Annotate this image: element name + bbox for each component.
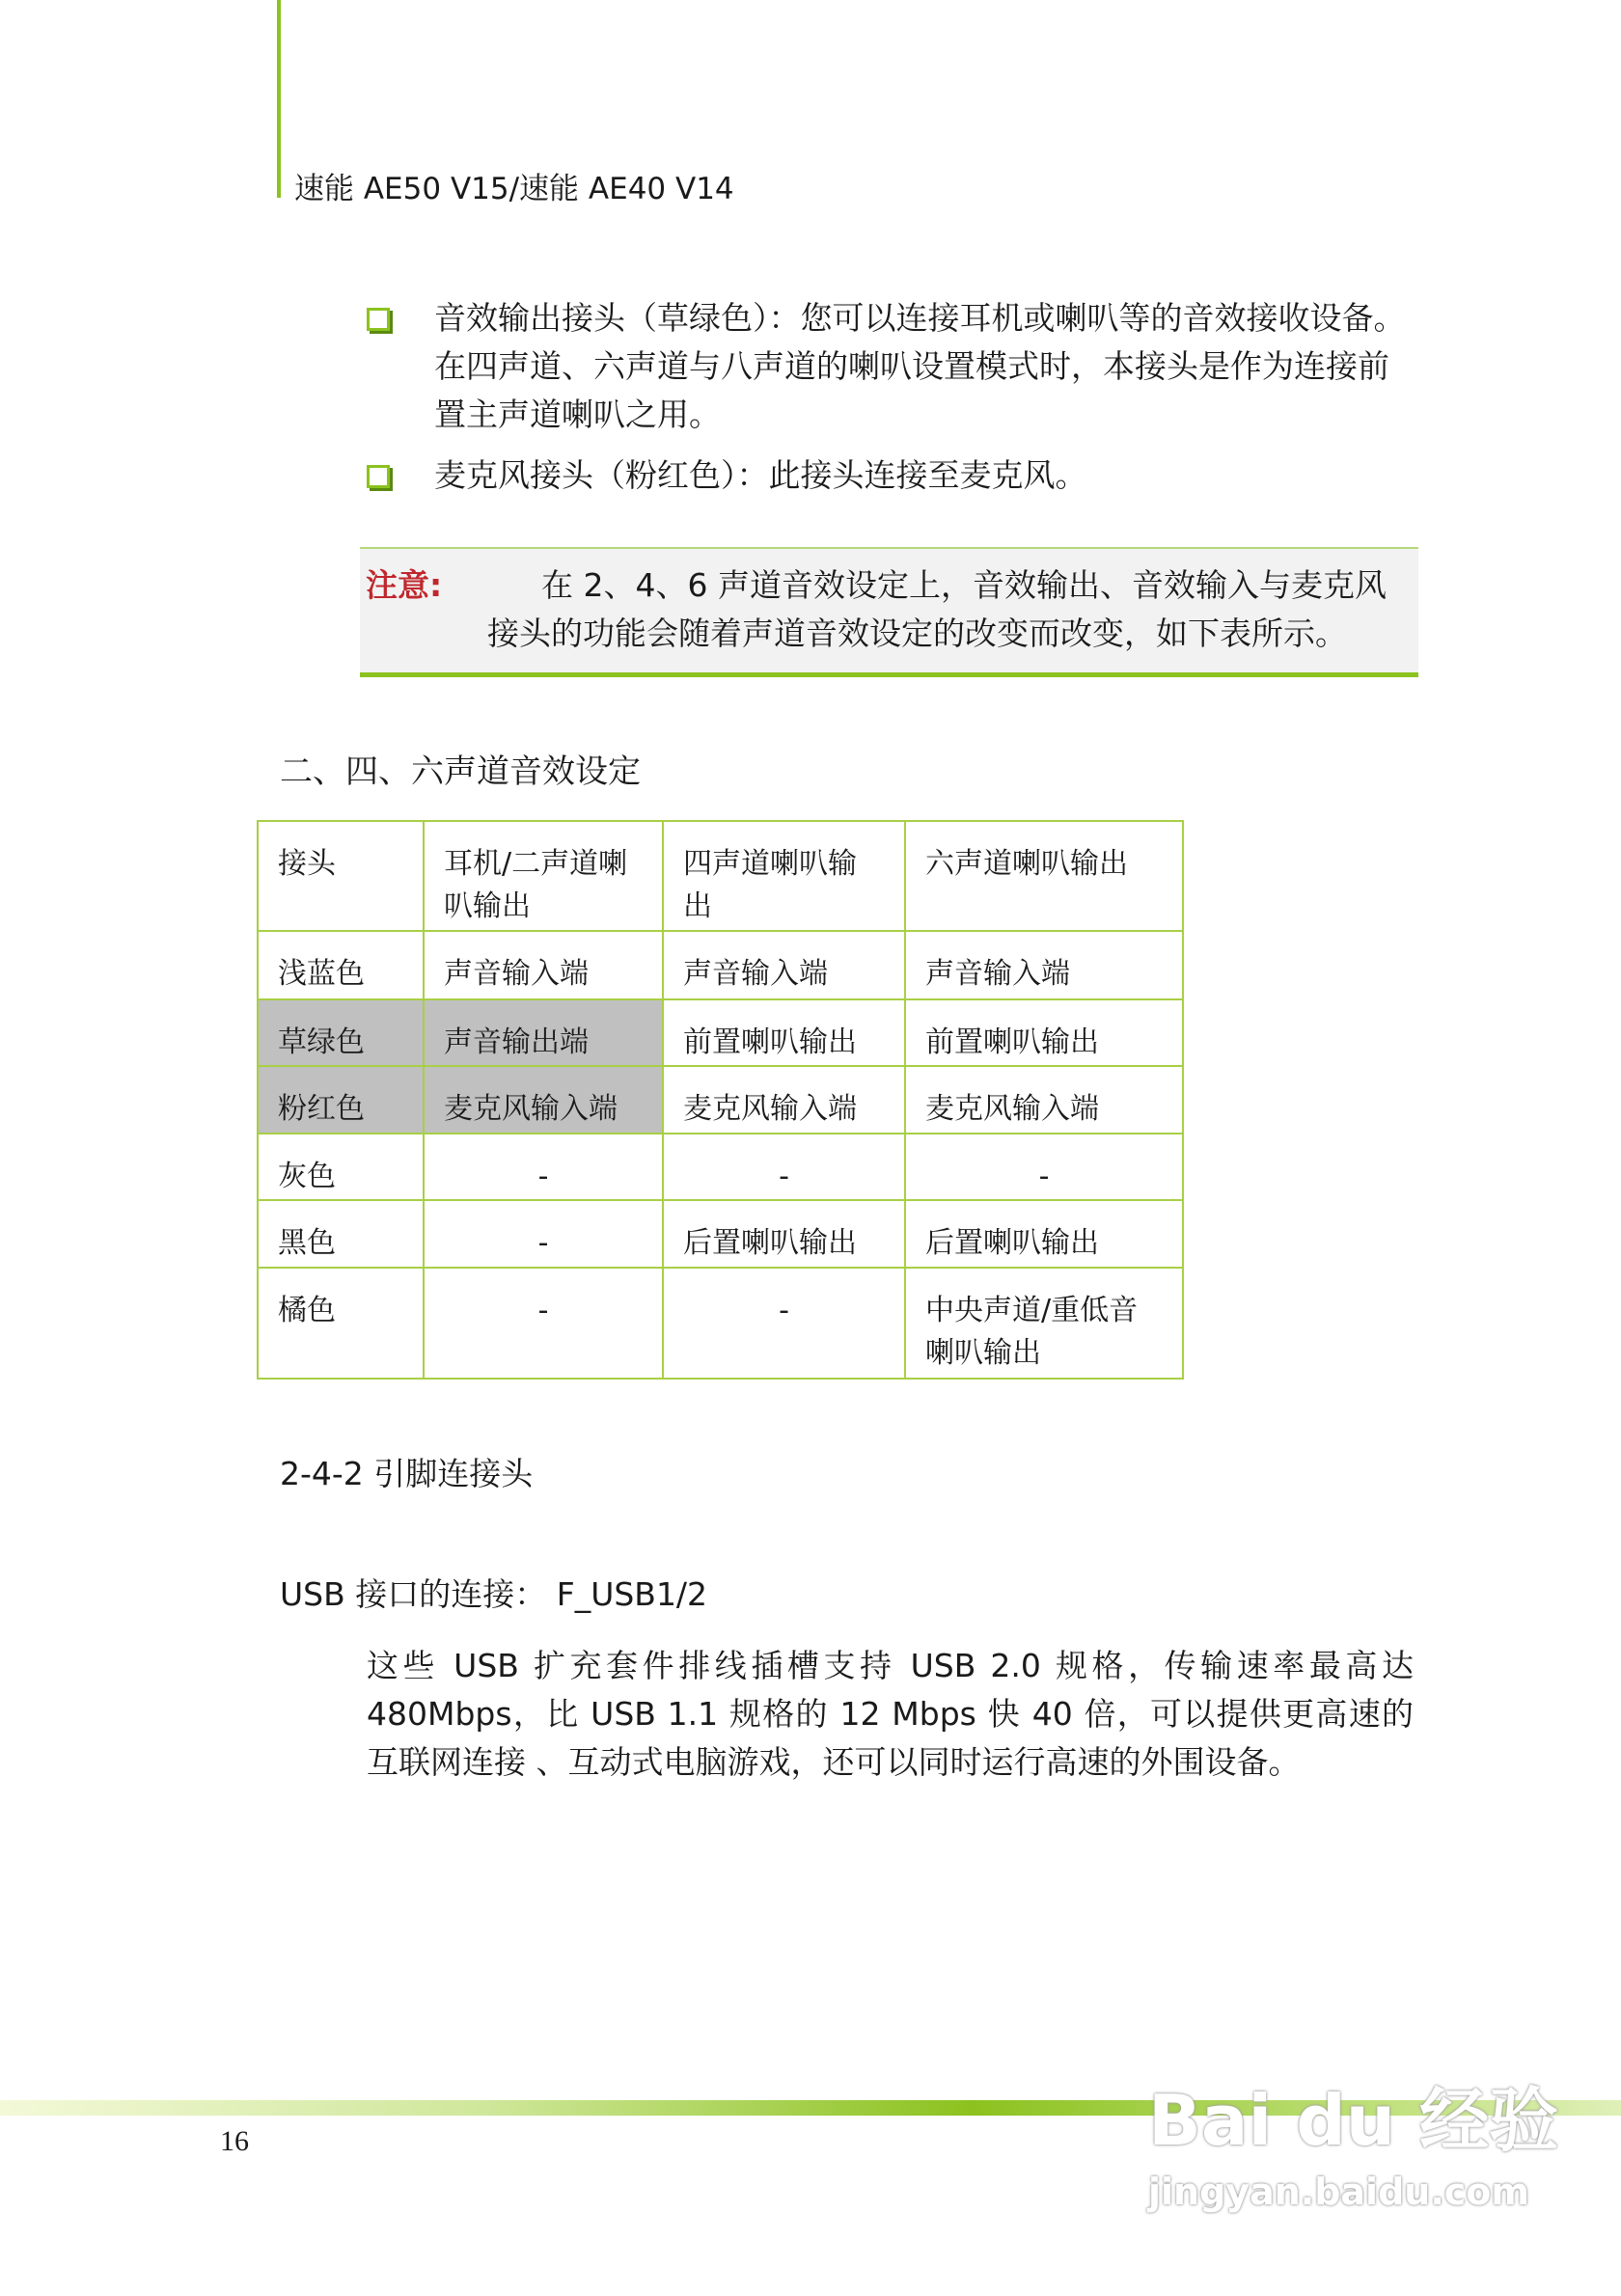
header-cell: 四声道喇叭输出 xyxy=(663,821,905,931)
page-number: 16 xyxy=(220,2125,249,2157)
page-header-title: 速能 AE50 V15/速能 AE40 V14 xyxy=(294,172,734,206)
table-cell: - xyxy=(424,1268,663,1379)
table-cell: 麦克风输入端 xyxy=(663,1066,905,1134)
usb-title: USB 接口的连接： F_USB1/2 xyxy=(280,1575,708,1613)
table-cell: 麦克风输入端 xyxy=(424,1066,663,1134)
usb-description: 这些 USB 扩充套件排线插槽支持 USB 2.0 规格，传输速率最高达 480Mbps，比 USB 1.1 规格的 12 Mbps 快 40 倍，可以提供更高速的互联网连接 、互动式电脑游戏，还可以同时运行高速的外围设备。 xyxy=(367,1647,1414,1781)
table-cell: - xyxy=(663,1134,905,1200)
note-box xyxy=(360,547,1418,677)
checkbox-bullet-icon xyxy=(367,308,390,331)
note-label: 注意: xyxy=(366,566,443,604)
table-cell: 后置喇叭输出 xyxy=(663,1200,905,1268)
header-accent-line xyxy=(277,0,281,198)
subsection-title: 2-4-2 引脚连接头 xyxy=(280,1455,534,1492)
table-row xyxy=(258,1066,1183,1134)
header-cell: 六声道喇叭输出 xyxy=(905,821,1183,931)
note-text-line1: 在 2、4、6 声道音效设定上，音效输出、音效输入与麦克风 xyxy=(541,566,1387,604)
table-cell: 麦克风输入端 xyxy=(905,1066,1183,1134)
table-cell: 灰色 xyxy=(258,1134,424,1200)
table-cell: 声音输入端 xyxy=(663,931,905,999)
table-row xyxy=(258,1268,1183,1379)
table-cell: 浅蓝色 xyxy=(258,931,424,999)
table-cell: 声音输入端 xyxy=(424,931,663,999)
audio-config-table xyxy=(257,820,1184,1380)
bullet-line: 麦克风接头（粉红色）：此接头连接至麦克风。 xyxy=(434,456,1087,494)
bullet-line: 在四声道、六声道与八声道的喇叭设置模式时，本接头是作为连接前 xyxy=(434,347,1389,385)
baidu-watermark-logo xyxy=(1148,2064,1558,2213)
table-cell: - xyxy=(424,1134,663,1200)
table-cell: 黑色 xyxy=(258,1200,424,1268)
table-row xyxy=(258,999,1183,1066)
table-cell: - xyxy=(905,1134,1183,1200)
section-title: 二、四、六声道音效设定 xyxy=(280,752,641,791)
header-cell: 耳机/二声道喇叭输出 xyxy=(424,821,663,931)
table-cell: - xyxy=(424,1200,663,1268)
note-text-line2: 接头的功能会随着声道音效设定的改变而改变，如下表所示。 xyxy=(487,615,1347,652)
bullet-item xyxy=(367,294,1428,439)
watermark-logo-text: Bai du 经验 xyxy=(1148,2080,1559,2161)
bullet-line: 置主声道喇叭之用。 xyxy=(434,396,721,433)
watermark-url: jingyan.baidu.com xyxy=(1148,2171,1529,2213)
header-cell: 接头 xyxy=(258,821,424,931)
table-cell: 草绿色 xyxy=(258,999,424,1066)
table-cell: 声音输出端 xyxy=(424,999,663,1066)
table-cell: 前置喇叭输出 xyxy=(905,999,1183,1066)
table-cell: - xyxy=(663,1268,905,1379)
table-cell: 声音输入端 xyxy=(905,931,1183,999)
table-cell: 粉红色 xyxy=(258,1066,424,1134)
table-cell: 橘色 xyxy=(258,1268,424,1379)
bullet-line: 音效输出接头（草绿色）：您可以连接耳机或喇叭等的音效接收设备。 xyxy=(434,299,1406,337)
table-cell: 中央声道/重低音喇叭输出 xyxy=(905,1268,1183,1379)
table-cell: 前置喇叭输出 xyxy=(663,999,905,1066)
table-header-row xyxy=(258,821,1183,931)
table-row xyxy=(258,931,1183,999)
table-cell: 后置喇叭输出 xyxy=(905,1200,1183,1268)
table-row xyxy=(258,1200,1183,1268)
checkbox-bullet-icon xyxy=(367,465,390,488)
table-row xyxy=(258,1134,1183,1200)
bullet-item xyxy=(367,451,1428,500)
